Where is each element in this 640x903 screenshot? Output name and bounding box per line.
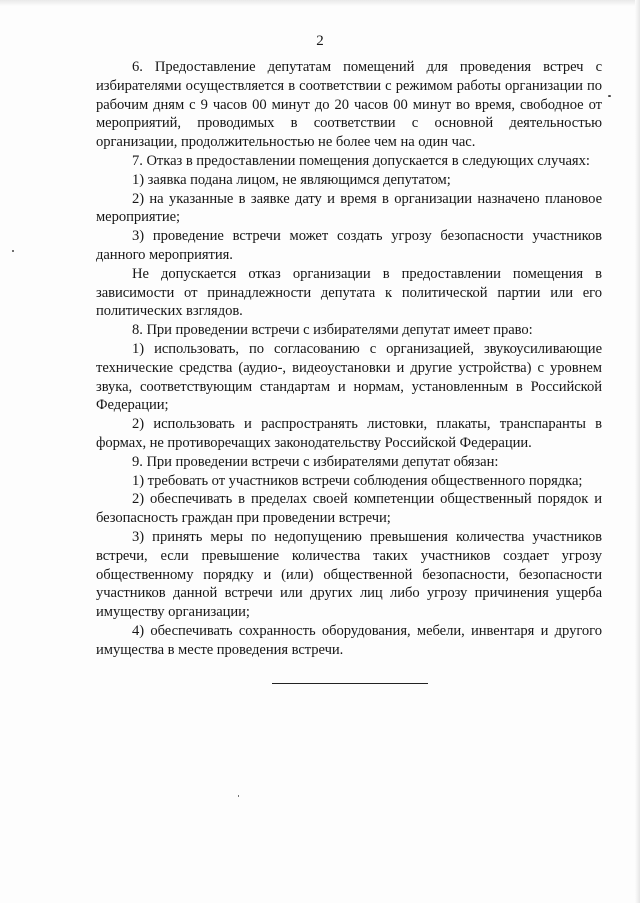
scan-edge-top	[0, 0, 640, 6]
page-number: 2	[316, 33, 324, 49]
scan-speck	[608, 95, 611, 97]
paragraph-9-item-2: 2) обеспечивать в пределах своей компетенции общественный порядок и безопасность граждан при проведении встречи;	[96, 491, 602, 527]
paragraph-9-item-4: 4) обеспечивать сохранность оборудования, мебели, инвентаря и другого имущества в месте проведения встречи.	[96, 622, 602, 658]
paragraph-9: 9. При проведении встречи с избирателями депутат обязан:	[132, 453, 499, 470]
paragraph-6: 6. Предоставление депутатам помещений для проведения встреч с избирателями осуществляется в соответствии с режимом работы организации по рабочим дням с 9 часов 00 минут до 20 часов 00 минут во время, свободное от мероприятий, проводимых в соответствии с основной деятельностью организации, продолжительностью не более чем на один час.	[96, 59, 602, 151]
paragraph-7: 7. Отказ в предоставлении помещения допускается в следующих случаях:	[132, 152, 590, 169]
document-body	[96, 58, 602, 660]
paragraph-7-item-2: 2) на указанные в заявке дату и время в организации назначено плановое мероприятие;	[96, 190, 602, 226]
scan-edge-right	[635, 0, 640, 903]
end-separator-line	[272, 683, 428, 684]
paragraph-7-note: Не допускается отказ организации в предоставлении помещения в зависимости от принадлежности депутата к политической партии или его политических взглядов.	[96, 265, 602, 320]
paragraph-7-item-3: 3) проведение встречи может создать угрозу безопасности участников данного мероприятия.	[96, 228, 602, 263]
paragraph-8: 8. При проведении встречи с избирателями депутат имеет право:	[132, 322, 533, 339]
paragraph-8-item-1: 1) использовать, по согласованию с организацией, звукоусиливающие технические средства (аудио-, видеоустановки и другие устройства) с уровнем звука, соответствующим стандартам и нормам, установленным в Российской Федерации;	[96, 340, 602, 414]
paragraph-7-item-1: 1) заявка подана лицом, не являющимся депутатом;	[132, 171, 451, 188]
scan-speck	[12, 250, 14, 252]
scan-speck	[238, 795, 239, 797]
paragraph-9-item-1: 1) требовать от участников встречи соблюдения общественного порядка;	[132, 472, 583, 489]
paragraph-8-item-2: 2) использовать и распространять листовки, плакаты, транспаранты в формах, не противоречащих законодательству Российской Федерации.	[96, 416, 602, 451]
paragraph-9-item-3: 3) принять меры по недопущению превышения количества участников встречи, если превышение количества таких участников создает угрозу общественному порядку и (или) общественной безопасности, безопасности участников данной встречи или других лиц либо угрозу причинения ущерба имуществу организации;	[96, 528, 602, 621]
